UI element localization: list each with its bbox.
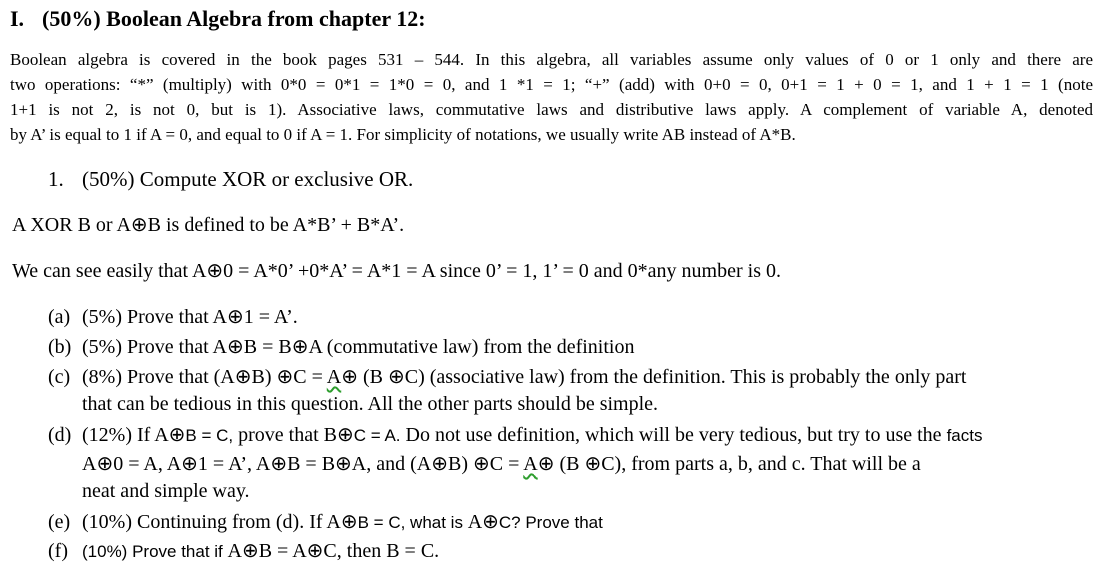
part-text: Do not use definition, which will be very tedious, but try to use the: [400, 424, 947, 446]
part-text-cont: ⊕ (B ⊕C) (associative law) from the definition. This is probably the only part: [341, 366, 967, 388]
part-a: [48, 304, 298, 329]
part-label: (c): [48, 366, 71, 388]
part-text-cont: ⊕ (B ⊕C), from parts a, b, and c. That will be a: [537, 453, 921, 475]
intro-line-1: Boolean algebra is covered in the book pages 531 – 544. In this algebra, all variables assume only values of 0 or 1 only and there are: [10, 50, 1093, 69]
spellcheck-mark: A: [326, 366, 342, 388]
part-label: (d): [48, 424, 72, 446]
section-title: (50%) Boolean Algebra from chapter 12:: [42, 6, 426, 31]
intro-line-2: two operations: “*” (multiply) with 0*0 = 0*1 = 1*0 = 0, and 1 *1 = 1; “+” (add) with 0+0 = 0, 0+1 = 1 + 0 = 1, and 1 + 1 = 1 (note: [10, 75, 1093, 94]
part-text-sans: facts: [946, 426, 983, 445]
part-text-sans: C? Prove that: [498, 513, 603, 532]
part-text: (10%) Continuing from (d). If A⊕: [82, 511, 358, 533]
question-title: (50%) Compute XOR or exclusive OR.: [82, 167, 414, 191]
part-text: prove that B⊕: [233, 424, 354, 446]
part-text: A⊕0 = A, A⊕1 = A’, A⊕B = B⊕A, and (A⊕B) ⊕C =: [82, 453, 524, 475]
part-text-sans: B = C, what is: [357, 513, 468, 532]
part-text: (12%) If A⊕: [82, 424, 186, 446]
section-number: I.: [10, 6, 25, 31]
intro-line-4: by A’ is equal to 1 if A = 0, and equal to 0 if A = 1. For simplicity of notations, we usually write AB instead of A*B.: [10, 125, 796, 144]
part-text-sans: C = A.: [353, 426, 401, 445]
xor-observation: We can see easily that A⊕0 = A*0’ +0*A’ = A*1 = A since 0’ = 1, 1’ = 0 and 0*any number is 0.: [12, 260, 781, 282]
part-d: [48, 422, 982, 447]
part-d-line-2: [82, 451, 921, 476]
part-c-line-2: that can be tedious in this question. All the other parts should be simple.: [82, 393, 659, 415]
question-number: 1.: [48, 167, 64, 191]
part-text-sans: (10%) Prove that if: [82, 542, 228, 561]
intro-line-3: 1+1 is not 2, is not 0, but is 1). Associative laws, commutative laws and distributive laws apply. A complement of variable A, denoted: [10, 100, 1093, 119]
section-heading: [10, 6, 426, 32]
part-f: [48, 538, 439, 563]
part-label: (e): [48, 511, 71, 533]
part-d-line-3: neat and simple way.: [82, 480, 250, 502]
question-1-heading: [48, 167, 413, 192]
part-b: [48, 334, 634, 359]
part-label: (b): [48, 336, 72, 358]
part-text: (5%) Prove that A⊕B = B⊕A (commutative law) from the definition: [82, 336, 635, 358]
spellcheck-mark: A: [523, 453, 538, 475]
part-text: (5%) Prove that A⊕1 = A’.: [82, 306, 298, 328]
part-c: [48, 364, 966, 389]
part-label: (a): [48, 306, 71, 328]
part-label: (f): [48, 540, 68, 562]
part-text-sans: B = C,: [185, 426, 234, 445]
part-e: [48, 509, 603, 534]
xor-definition: A XOR B or A⊕B is defined to be A*B’ + B*A’.: [12, 214, 405, 236]
part-text: A⊕B = A⊕C, then B = C.: [227, 540, 440, 562]
part-text: A⊕: [467, 511, 499, 533]
part-text: (8%) Prove that (A⊕B) ⊕C =: [82, 366, 327, 388]
